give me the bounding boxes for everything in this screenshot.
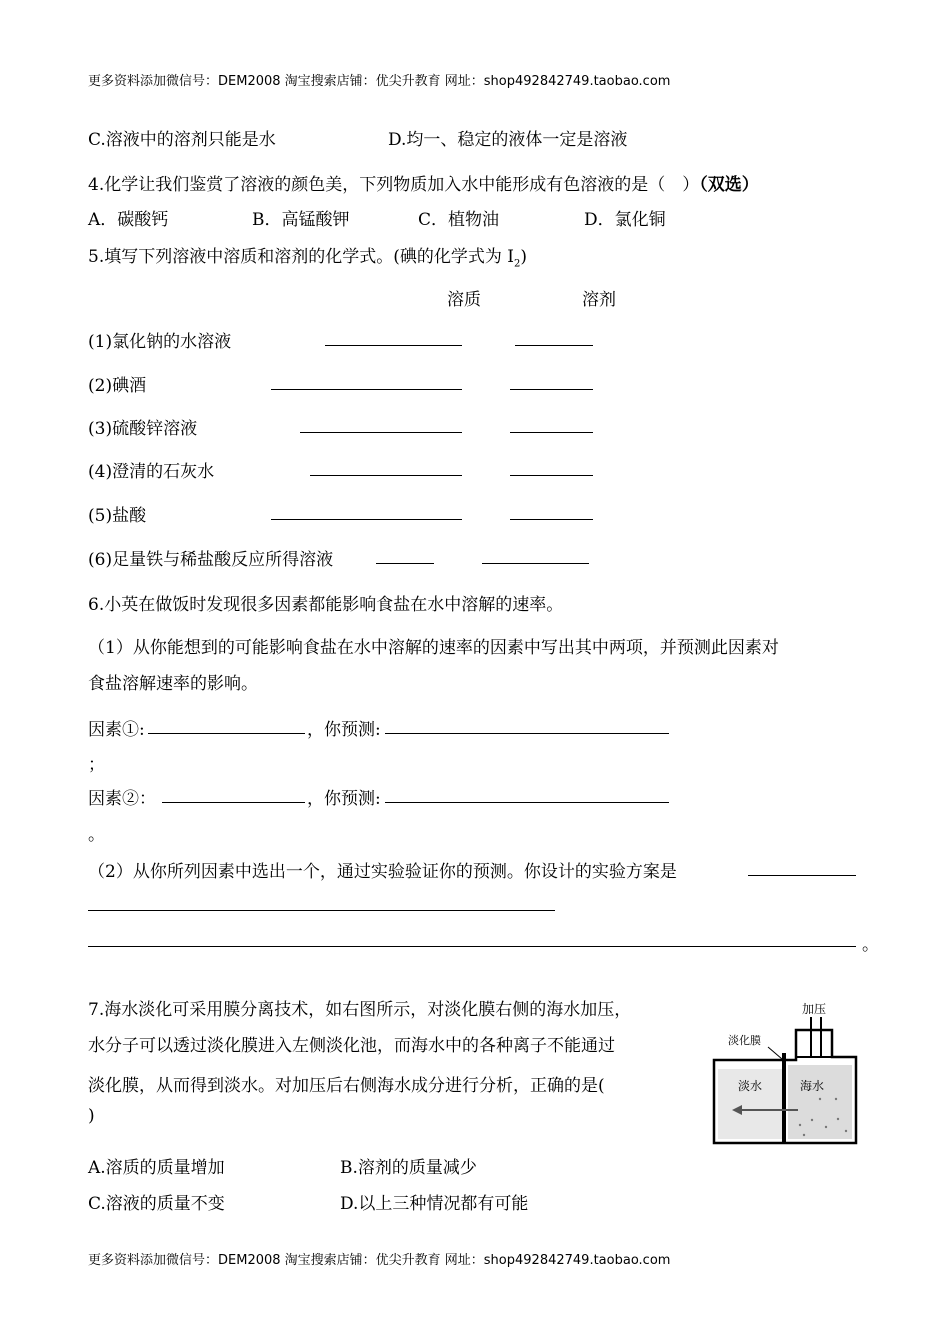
- q4-tag: （双选）: [699, 175, 759, 195]
- q4-stem: [88, 170, 759, 195]
- q5-row-5: (5)盐酸: [88, 506, 147, 526]
- q5-row-6-solvent-blank[interactable]: [482, 563, 589, 564]
- figure-pressure-label: 加压: [802, 1002, 827, 1016]
- q5-row-1: (1)氯化钠的水溶液: [88, 332, 232, 352]
- q6-factor1-blank[interactable]: [148, 733, 305, 734]
- q5-col-solute: 溶质: [447, 290, 481, 310]
- q7-line1: 7.海水淡化可采用膜分离技术，如右图所示，对淡化膜右侧的海水加压，: [88, 1000, 632, 1020]
- q6-semicolon: ；: [88, 755, 105, 775]
- figure-membrane-label: 淡化膜: [728, 1034, 761, 1047]
- q5-row-5-solute-blank[interactable]: [271, 519, 462, 520]
- q6-factor2-label: 因素②：: [88, 789, 156, 809]
- q7-option-d: D.以上三种情况都有可能: [340, 1194, 529, 1214]
- q6-predict2-label: ，你预测:: [307, 789, 381, 809]
- q6-predict1-label: ，你预测:: [307, 720, 381, 740]
- q5-row-2-solvent-blank[interactable]: [510, 389, 593, 390]
- q7-line4: ): [88, 1106, 95, 1126]
- q5-stem-end: ): [520, 247, 527, 267]
- q7-line3: 淡化膜，从而得到淡水。对加压后右侧海水成分进行分析，正确的是(: [88, 1076, 605, 1096]
- q5-row-4-solute-blank[interactable]: [310, 475, 462, 476]
- q4-stem-text: 4.化学让我们鉴赏了溶液的颜色美，下列物质加入水中能形成有色溶液的是（ ）: [88, 175, 700, 195]
- q6-part2-blank-2[interactable]: [88, 910, 555, 911]
- q5-stem: [88, 242, 527, 269]
- sea-water-area: [788, 1065, 852, 1139]
- q5-row-5-solvent-blank[interactable]: [510, 519, 593, 520]
- q5-stem-text: 5.填写下列溶液中溶质和溶剂的化学式。(碘的化学式为 I: [88, 247, 514, 267]
- q7-option-c: C.溶液的质量不变: [88, 1194, 225, 1214]
- q5-subscript: 2: [513, 258, 521, 270]
- q6-period: 。: [88, 825, 105, 845]
- q5-row-2: (2)碘酒: [88, 376, 147, 396]
- q5-row-3-solute-blank[interactable]: [300, 432, 462, 433]
- q5-row-4-solvent-blank[interactable]: [510, 475, 593, 476]
- figure-sea-label: 海水: [800, 1079, 825, 1093]
- q4-option-a: A．碳酸钙: [88, 210, 169, 230]
- q3-option-d: D.均一、稳定的液体一定是溶液: [388, 130, 628, 150]
- q6-factor1-label: 因素①:: [88, 720, 145, 740]
- q5-col-solvent: 溶剂: [582, 290, 616, 310]
- q6-part2: （2）从你所列因素中选出一个，通过实验验证你的预测。你设计的实验方案是: [88, 862, 677, 882]
- q7-line2: 水分子可以透过淡化膜进入左侧淡化池，而海水中的各种离子不能通过: [88, 1036, 615, 1056]
- figure-fresh-label: 淡水: [738, 1079, 763, 1093]
- q6-predict1-blank[interactable]: [385, 733, 669, 734]
- q6-part1-line1: （1）从你能想到的可能影响食盐在水中溶解的速率的因素中写出其中两项，并预测此因素对: [88, 638, 779, 658]
- q4-option-b: B．高锰酸钾: [252, 210, 350, 230]
- q5-row-4: (4)澄清的石灰水: [88, 462, 215, 482]
- q5-row-1-solvent-blank[interactable]: [515, 345, 593, 346]
- q5-row-6: (6)足量铁与稀盐酸反应所得溶液: [88, 550, 334, 570]
- q6-part2-blank-1[interactable]: [748, 875, 856, 876]
- q4-option-c: C．植物油: [418, 210, 500, 230]
- q6-end-period: 。: [862, 935, 879, 955]
- q3-option-c: C.溶液中的溶剂只能是水: [88, 130, 276, 150]
- q6-part2-blank-3[interactable]: [88, 946, 856, 947]
- q6-part1-line2: 食盐溶解速率的影响。: [88, 674, 258, 694]
- q5-row-2-solute-blank[interactable]: [271, 389, 462, 390]
- q5-row-6-solute-blank[interactable]: [376, 563, 434, 564]
- q6-factor2-blank[interactable]: [162, 802, 305, 803]
- q7-option-a: A.溶质的质量增加: [88, 1158, 225, 1178]
- page-footer: 更多资料添加微信号：DEM2008 淘宝搜索店铺：优尖升教育 网址：shop492842749.taobao.com: [88, 1253, 671, 1268]
- page-header: 更多资料添加微信号：DEM2008 淘宝搜索店铺：优尖升教育 网址：shop492842749.taobao.com: [88, 74, 671, 89]
- q5-row-1-solute-blank[interactable]: [325, 345, 462, 346]
- q4-option-d: D．氯化铜: [584, 210, 666, 230]
- q5-row-3-solvent-blank[interactable]: [510, 432, 593, 433]
- q6-stem: 6.小英在做饭时发现很多因素都能影响食盐在水中溶解的速率。: [88, 595, 564, 615]
- q7-option-b: B.溶剂的质量减少: [340, 1158, 477, 1178]
- desalination-figure: [708, 995, 868, 1147]
- q5-row-3: (3)硫酸锌溶液: [88, 419, 198, 439]
- q6-predict2-blank[interactable]: [385, 802, 669, 803]
- membrane-pointer: [768, 1047, 782, 1059]
